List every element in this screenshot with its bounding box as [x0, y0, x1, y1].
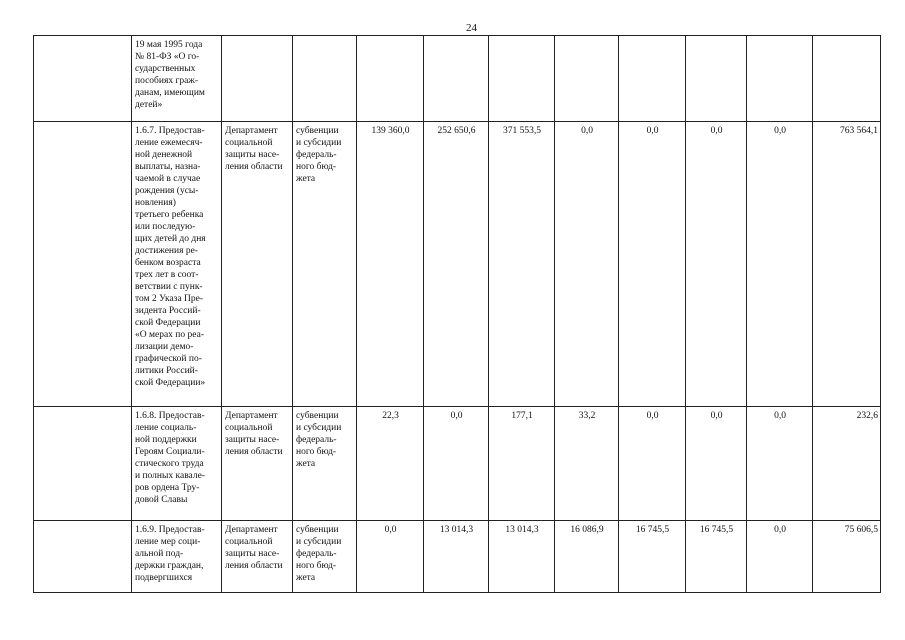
total-cell: 763 564,1: [813, 122, 881, 407]
value-cell: 0,0: [747, 407, 813, 521]
value-cell: 371 553,5: [489, 122, 555, 407]
value-cell: 16 745,5: [619, 521, 686, 593]
value-cell: 139 360,0: [357, 122, 424, 407]
funding-source-cell: субвенции и субсидии федераль- ного бюд- жета: [293, 122, 357, 407]
table-row: [34, 122, 881, 407]
row-number-cell: [34, 36, 132, 122]
value-cell: 0,0: [747, 122, 813, 407]
executor-cell: Департамент социальной защиты насе- ления области: [222, 122, 293, 407]
value-cell: [424, 36, 489, 122]
value-cell: 0,0: [619, 407, 686, 521]
value-cell: 0,0: [424, 407, 489, 521]
value-cell: [489, 36, 555, 122]
value-cell: [747, 36, 813, 122]
value-cell: [555, 36, 619, 122]
total-cell: 75 606,5: [813, 521, 881, 593]
value-cell: [619, 36, 686, 122]
page-number: 24: [466, 22, 477, 34]
value-cell: 177,1: [489, 407, 555, 521]
value-cell: 16 086,9: [555, 521, 619, 593]
measure-name-cell: 19 мая 1995 года № 81-ФЗ «О го- сударственных пособиях граж- данам, имеющим детей»: [132, 36, 222, 122]
total-cell: 232,6: [813, 407, 881, 521]
budget-table: [33, 35, 881, 593]
value-cell: 0,0: [747, 521, 813, 593]
value-cell: 0,0: [686, 122, 747, 407]
value-cell: 0,0: [686, 407, 747, 521]
funding-source-cell: [293, 36, 357, 122]
value-cell: 16 745,5: [686, 521, 747, 593]
row-number-cell: [34, 407, 132, 521]
funding-source-cell: субвенции и субсидии федераль- ного бюд- жета: [293, 407, 357, 521]
table-row: [34, 407, 881, 521]
value-cell: 0,0: [619, 122, 686, 407]
value-cell: 13 014,3: [424, 521, 489, 593]
value-cell: 13 014,3: [489, 521, 555, 593]
value-cell: 252 650,6: [424, 122, 489, 407]
value-cell: [357, 36, 424, 122]
total-cell: [813, 36, 881, 122]
value-cell: 0,0: [357, 521, 424, 593]
measure-name-cell: 1.6.8. Предостав- ление социаль- ной поддержки Героям Социали- стического труда и полных кавале- ров ордена Тру- довой Славы: [132, 407, 222, 521]
executor-cell: Департамент социальной защиты насе- ления области: [222, 407, 293, 521]
measure-name-cell: 1.6.9. Предостав- ление мер соци- альной под- держки граждан, подвергшихся: [132, 521, 222, 593]
row-number-cell: [34, 521, 132, 593]
row-number-cell: [34, 122, 132, 407]
executor-cell: [222, 36, 293, 122]
value-cell: 22,3: [357, 407, 424, 521]
value-cell: 33,2: [555, 407, 619, 521]
funding-source-cell: субвенции и субсидии федераль- ного бюд- жета: [293, 521, 357, 593]
table-row: [34, 521, 881, 593]
value-cell: [686, 36, 747, 122]
measure-name-cell: 1.6.7. Предостав- ление ежемесяч- ной денежной выплаты, назна- чаемой в случае рождения (усы- новления) третьего ребенка или последую- щих детей до дня достижения ре- бенком возраста трех лет в соот- ветствии с пунк- том 2 Указа Пре- зидента Россий- ской Федерации «О мерах по реа- лизации демо- графической по- литики Россий- ской Федерации»: [132, 122, 222, 407]
table-row: [34, 36, 881, 122]
executor-cell: Департамент социальной защиты насе- ления области: [222, 521, 293, 593]
value-cell: 0,0: [555, 122, 619, 407]
